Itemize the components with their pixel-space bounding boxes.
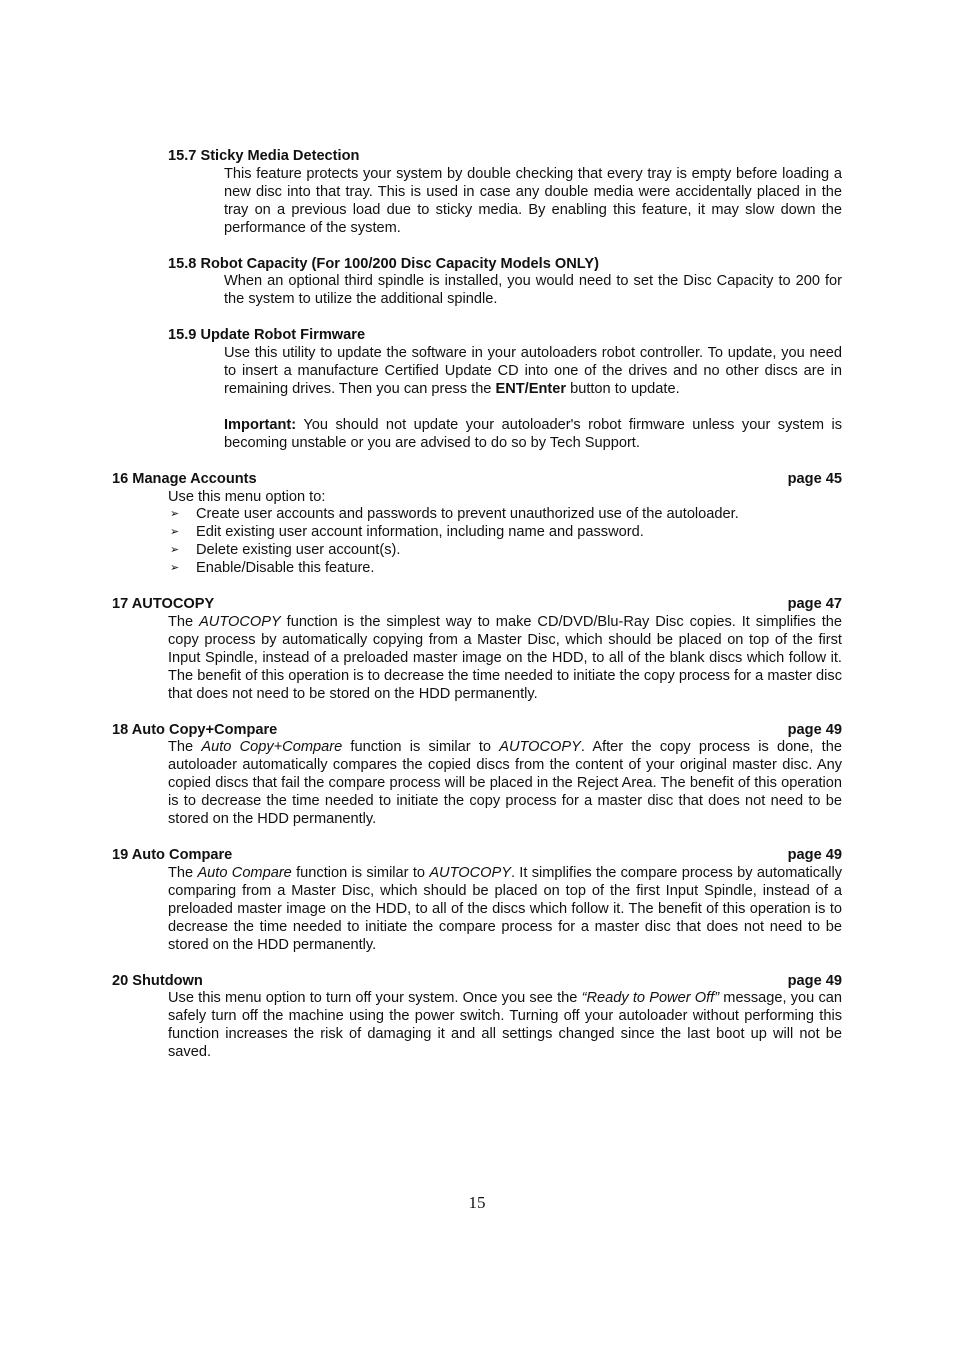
list-item: ➢ Create user accounts and passwords to prevent unauthorized use of the autoloader.	[170, 506, 739, 522]
section-15-9-heading: 15.9 Update Robot Firmware	[168, 327, 366, 343]
page-number: 15	[468, 1193, 486, 1212]
arrowhead-bullet-icon: ➢	[170, 562, 180, 574]
section-20-heading	[112, 972, 842, 990]
section-20-page-ref: page 49	[787, 973, 842, 989]
section-16-page-ref: page 45	[787, 471, 842, 487]
section-15-8-heading: 15.8 Robot Capacity (For 100/200 Disc Capacity Models ONLY)	[168, 256, 599, 272]
section-15-7-text: This feature protects your system by double checking that every tray is empty before loading a new disc into that tray. This is used in case any double media were accidentally placed in the tray on a previous load due to sticky media. By enabling this feature, it may slow down the performance of the system.	[224, 166, 842, 236]
section-15-9-text: Use this utility to update the software in your autoloaders robot controller. To update, you need to insert a manufacture Certified Update CD into one of the drives and no other discs are in remaining drives. Then you can press the ENT/Enter button to update.	[224, 345, 842, 397]
section-16-heading	[112, 470, 842, 488]
section-17-title: 17 AUTOCOPY	[112, 596, 215, 612]
section-20-text: Use this menu option to turn off your system. Once you see the “Ready to Power Off” message, you can safely turn off the machine using the power switch. Turning off your autoloader without performing this function increases the risk of damaging it and all settings changed since the last boot up will not be saved.	[168, 990, 842, 1060]
section-19-title: 19 Auto Compare	[112, 847, 233, 863]
section-18-text: The Auto Copy+Compare function is similar to AUTOCOPY. After the copy process is done, the autoloader automatically compares the copied discs from the content of your original master disc. Any copied discs that fail the compare process will be placed in the Reject Area. The benefit of this operation is to decrease the time needed to initiate the copy process for a master disc that does not need to be stored on the HDD permanently.	[168, 739, 842, 827]
section-17-heading	[112, 595, 842, 613]
section-15-8-text: When an optional third spindle is installed, you would need to set the Disc Capacity to 200 for the system to utilize the additional spindle.	[224, 273, 842, 307]
section-15-7-heading: 15.7 Sticky Media Detection	[168, 148, 360, 164]
section-19-heading	[112, 846, 842, 864]
list-item: ➢ Delete existing user account(s).	[170, 542, 401, 558]
important-note: Important: You should not update your autoloader's robot firmware unless your system is becoming unstable or you are advised to do so by Tech Support.	[224, 417, 842, 451]
section-18-title: 18 Auto Copy+Compare	[112, 722, 278, 738]
section-17-page-ref: page 47	[787, 596, 842, 612]
list-item: ➢ Edit existing user account information, including name and password.	[170, 524, 644, 540]
section-19-page-ref: page 49	[787, 847, 842, 863]
arrowhead-bullet-icon: ➢	[170, 544, 180, 556]
section-18-heading	[112, 721, 842, 739]
ent-enter-label: ENT/Enter	[495, 381, 567, 397]
section-18-page-ref: page 49	[787, 722, 842, 738]
section-16-bullet-list	[168, 505, 842, 577]
section-16-intro: Use this menu option to:	[168, 489, 326, 505]
section-20-title: 20 Shutdown	[112, 973, 203, 989]
arrowhead-bullet-icon: ➢	[170, 526, 180, 538]
arrowhead-bullet-icon: ➢	[170, 508, 180, 520]
section-17-text: The AUTOCOPY function is the simplest way to make CD/DVD/Blu-Ray Disc copies. It simplifies the copy process by automatically copying from a Master Disc, which should be placed on top of the first Input Spindle, instead of a preloaded master image on the HDD, to all of the blank discs which follow it. The benefit of this operation is to decrease the time needed to initiate the copy process for a master disc that does not need to be stored on the HDD permanently.	[168, 614, 842, 702]
section-19-text: The Auto Compare function is similar to AUTOCOPY. It simplifies the compare process by automatically comparing from a Master Disc, which should be placed on top of the first Input Spindle, instead of a preloaded master image on the HDD, to all of the discs which follow it. The benefit of this operation is to decrease the time needed to initiate the compare process for a master disc that does not need to be stored on the HDD permanently.	[168, 865, 842, 953]
list-item: ➢ Enable/Disable this feature.	[170, 560, 375, 576]
important-label: Important:	[224, 417, 297, 433]
section-16-title: 16 Manage Accounts	[112, 471, 257, 487]
